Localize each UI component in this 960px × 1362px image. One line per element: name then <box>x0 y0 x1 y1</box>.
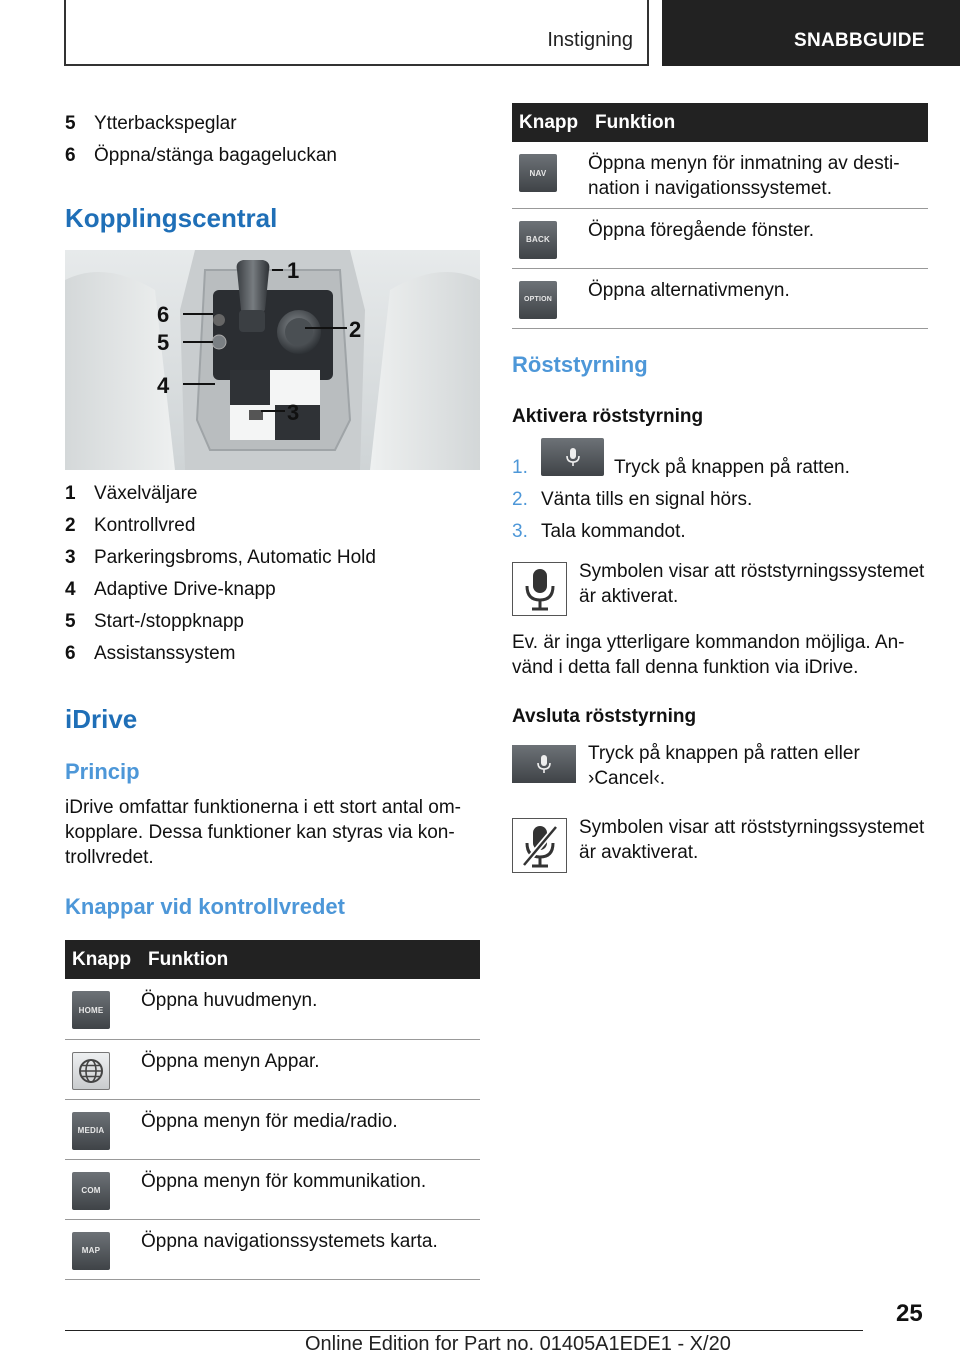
step-item: 2. Vänta tills en signal hörs. <box>512 489 753 510</box>
quick-guide-tab <box>662 0 960 66</box>
list-item: 3 Parkeringsbroms, Automatic Hold <box>65 547 376 568</box>
controller-buttons-table <box>65 940 480 1280</box>
activation-steps <box>512 456 928 552</box>
idrive-heading: iDrive <box>65 704 138 734</box>
voice-inactive-symbol-icon <box>512 818 567 873</box>
list-item: 5 Start-/stoppknapp <box>65 611 244 632</box>
apps-globe-icon <box>72 1052 110 1090</box>
ev-text: Ev. är inga ytterligare kommandon möjliga. An-vänd i detta fall denna funktion via iDrive. <box>512 632 905 678</box>
nav-button-icon: NAV <box>519 154 557 192</box>
table-row <box>512 208 928 268</box>
column-header-funktion: Funktion <box>141 940 480 979</box>
princip-heading: Princip <box>65 759 140 784</box>
list-item: 5 Ytterbackspeglar <box>65 113 237 134</box>
photo-label-1: 1 <box>287 258 300 283</box>
mic-button-icon <box>512 745 576 783</box>
photo-label-5: 5 <box>157 330 170 355</box>
avsluta-heading: Avsluta röststyrning <box>512 706 697 727</box>
kopplingscentral-legend <box>65 482 480 674</box>
table-row <box>65 1219 480 1279</box>
center-console-photo <box>65 250 480 470</box>
footer-divider <box>65 1330 863 1331</box>
back-button-icon: BACK <box>519 221 557 259</box>
kopplingscentral-heading: Kopplingscentral <box>65 203 278 233</box>
row-function: Öppna menyn för kommunikation. <box>141 1159 480 1219</box>
list-item: 4 Adaptive Drive-knapp <box>65 579 276 600</box>
table-row <box>65 1039 480 1099</box>
section-title: Instigning <box>547 29 633 51</box>
list-item: 2 Kontrollvred <box>65 515 196 536</box>
row-function: Öppna menyn för inmatning av desti-nation i navigationssystemet. <box>588 142 928 208</box>
symbol-inactive-text: Symbolen visar att röststyrningssystemet är avaktiverat. <box>579 817 925 863</box>
column-header-knapp: Knapp <box>65 940 141 979</box>
row-function: Öppna alternativmenyn. <box>588 268 928 328</box>
list-item: 6 Öppna/stänga bagageluckan <box>65 145 337 166</box>
row-function: Öppna huvudmenyn. <box>141 979 480 1039</box>
footer-edition: Online Edition for Part no. 01405A1EDE1 - X/20 <box>305 1333 731 1355</box>
list-item: 6 Assistanssystem <box>65 643 236 664</box>
princip-text: iDrive omfattar funktionerna i ett stort antal om-kopplare. Dessa funktioner kan styras via kon-trollvredet. <box>65 797 461 868</box>
roststyrning-heading: Röststyrning <box>512 352 648 377</box>
table-row <box>512 142 928 208</box>
photo-label-6: 6 <box>157 302 170 327</box>
quick-guide-label: SNABBGUIDE <box>794 30 925 51</box>
photo-label-4: 4 <box>157 373 170 398</box>
row-function: Öppna menyn för media/radio. <box>141 1099 480 1159</box>
row-function: Öppna menyn Appar. <box>141 1039 480 1099</box>
page-number: 25 <box>896 1300 923 1327</box>
controller-buttons-table-continued <box>512 103 928 329</box>
photo-label-2: 2 <box>349 317 362 342</box>
option-button-icon: OPTION <box>519 281 557 319</box>
row-function: Öppna föregående fönster. <box>588 208 928 268</box>
table-row <box>512 268 928 328</box>
symbol-active-text: Symbolen visar att röststyrningssystemet är aktiverat. <box>579 561 925 607</box>
list-item: 1 Växelväljare <box>65 483 198 504</box>
table-row <box>65 979 480 1039</box>
mirror-trunk-list <box>65 112 480 176</box>
media-button-icon: MEDIA <box>72 1112 110 1150</box>
com-button-icon: COM <box>72 1172 110 1210</box>
voice-active-symbol-icon <box>512 562 567 616</box>
map-button-icon: MAP <box>72 1232 110 1270</box>
step-item: 3. Tala kommandot. <box>512 521 686 542</box>
table-row <box>65 1099 480 1159</box>
aktivera-heading: Aktivera röststyrning <box>512 406 704 427</box>
column-header-knapp: Knapp <box>512 103 588 142</box>
avsluta-text: Tryck på knappen på ratten eller ›Cancel‹. <box>588 743 860 789</box>
column-header-funktion: Funktion <box>588 103 928 142</box>
step-item: 1. Tryck på knappen på ratten. <box>512 456 928 488</box>
home-button-icon: HOME <box>72 991 110 1029</box>
mic-button-icon <box>541 438 604 476</box>
table-row <box>65 1159 480 1219</box>
knappar-heading: Knappar vid kontrollvredet <box>65 894 345 919</box>
photo-label-3: 3 <box>287 400 300 425</box>
header-frame <box>64 0 649 66</box>
row-function: Öppna navigationssystemets karta. <box>141 1219 480 1279</box>
